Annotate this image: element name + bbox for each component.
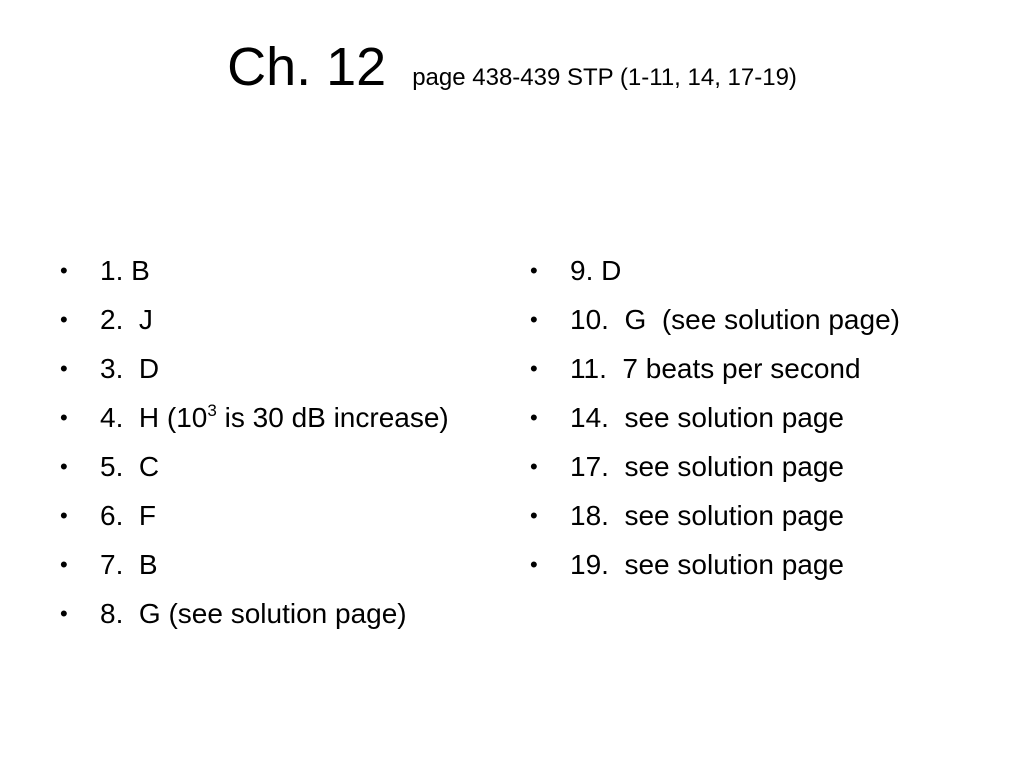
- answer-text-after-exponent: is 30 dB increase): [216, 402, 449, 433]
- answers-left-column: [60, 248, 510, 640]
- answer-item: [530, 248, 1000, 297]
- answer-text: 7. B: [100, 549, 158, 580]
- bullet-icon: •: [60, 552, 68, 577]
- bullet-icon: •: [530, 454, 538, 479]
- answer-item: [60, 493, 510, 542]
- answer-text: 14. see solution page: [570, 402, 844, 433]
- answer-text: 8. G (see solution page): [100, 598, 407, 629]
- slide-title: [0, 37, 1024, 97]
- answer-text: 5. C: [100, 451, 160, 482]
- answer-item: [60, 591, 510, 640]
- answer-item: [530, 297, 1000, 346]
- bullet-icon: •: [60, 503, 68, 528]
- answers-right-column: [530, 248, 1000, 591]
- answer-text: 18. see solution page: [570, 500, 844, 531]
- bullet-icon: •: [530, 356, 538, 381]
- bullet-icon: •: [60, 307, 68, 332]
- answer-text: 3. D: [100, 353, 160, 384]
- answer-text: 10. G (see solution page): [570, 304, 900, 335]
- answer-item: [60, 346, 510, 395]
- bullet-icon: •: [530, 552, 538, 577]
- answer-text: 19. see solution page: [570, 549, 844, 580]
- answer-item: [530, 395, 1000, 444]
- answer-item: [60, 248, 510, 297]
- answer-item: [60, 444, 510, 493]
- bullet-icon: •: [60, 454, 68, 479]
- title-assignment: page 438-439 STP (1-11, 14, 17-19): [412, 64, 797, 91]
- bullet-icon: •: [530, 307, 538, 332]
- answer-text: 9. D: [570, 255, 622, 286]
- answer-item: [60, 395, 510, 444]
- bullet-icon: •: [530, 503, 538, 528]
- bullet-icon: •: [530, 405, 538, 430]
- answer-item: [530, 444, 1000, 493]
- answer-text: 6. F: [100, 500, 157, 531]
- answer-item: [530, 542, 1000, 591]
- answer-item: [530, 346, 1000, 395]
- answer-item: [60, 297, 510, 346]
- answer-text: 11. 7 beats per second: [570, 353, 861, 384]
- exponent: 3: [207, 401, 217, 420]
- answer-text-before-exponent: 4. H (10: [100, 402, 208, 433]
- bullet-icon: •: [60, 356, 68, 381]
- bullet-icon: •: [530, 258, 538, 283]
- answer-text: 17. see solution page: [570, 451, 844, 482]
- answer-text: [100, 395, 449, 441]
- bullet-icon: •: [60, 601, 68, 626]
- answer-item: [530, 493, 1000, 542]
- title-chapter: Ch. 12: [227, 37, 387, 97]
- answer-text: 2. J: [100, 304, 153, 335]
- bullet-icon: •: [60, 258, 68, 283]
- answer-text: 1. B: [100, 255, 150, 286]
- answer-item: [60, 542, 510, 591]
- bullet-icon: •: [60, 405, 68, 430]
